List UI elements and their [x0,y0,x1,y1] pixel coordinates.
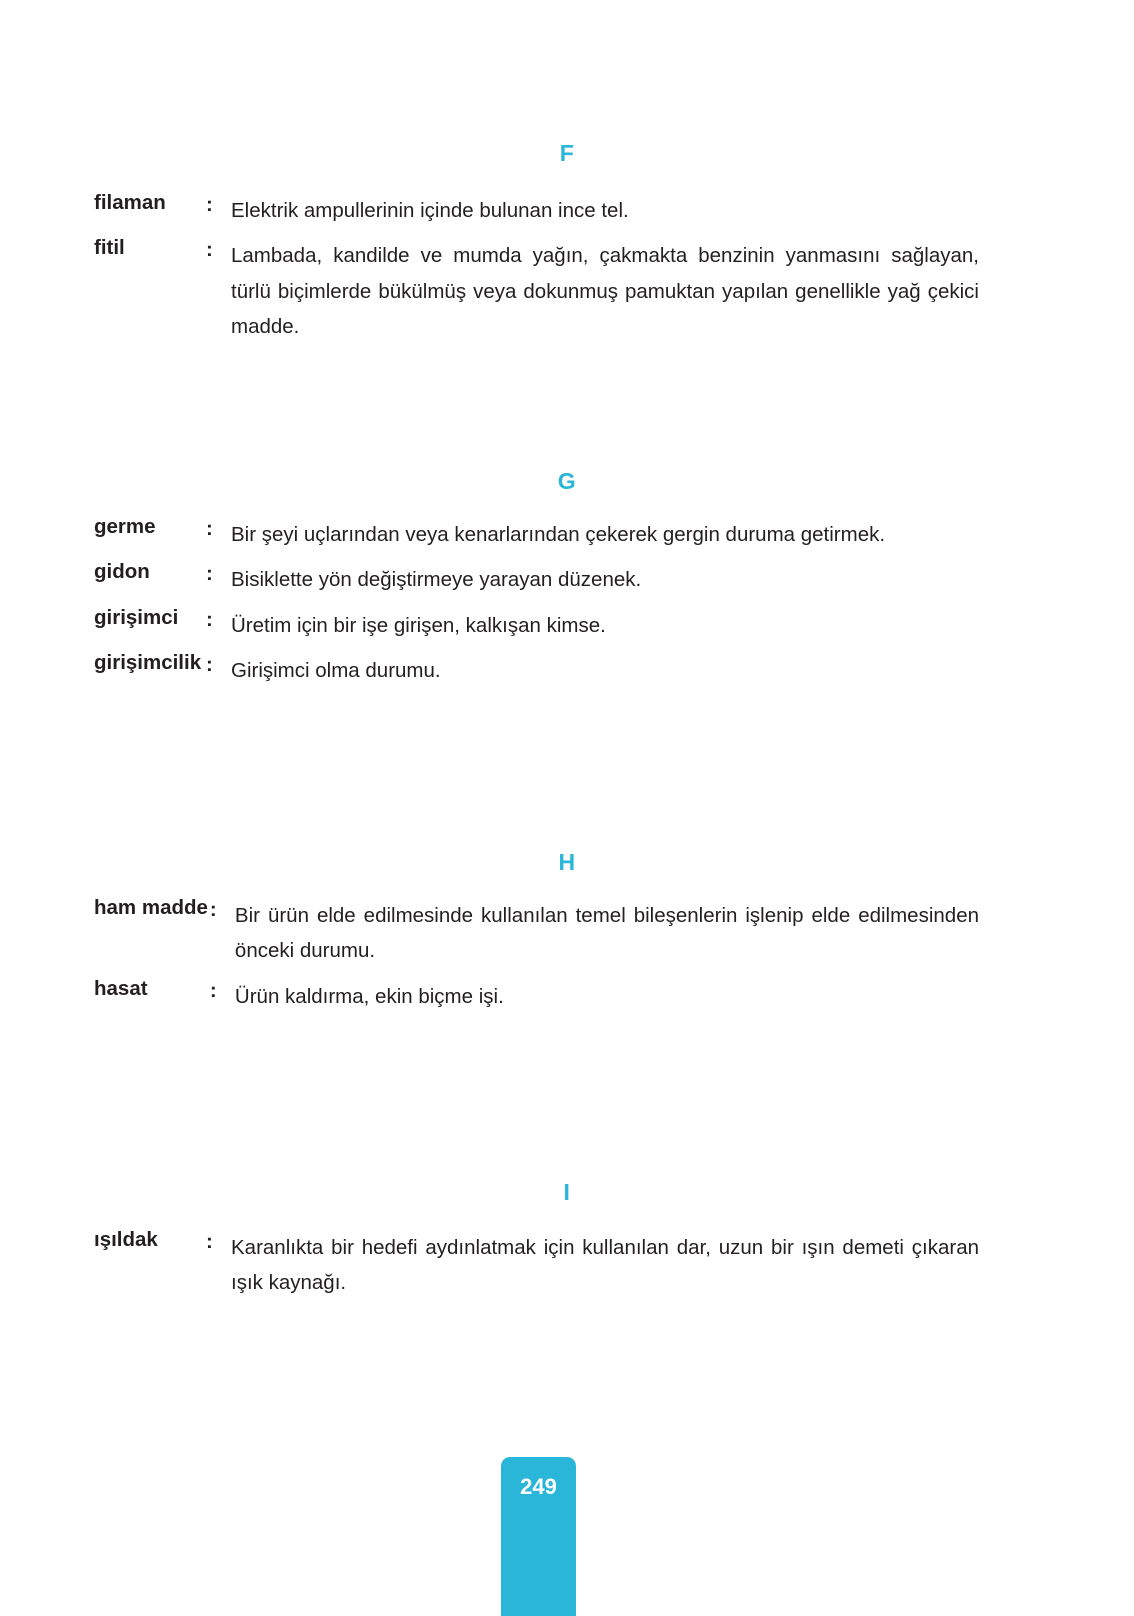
section-letter-f: F [559,140,575,166]
glossary-colon: : [206,1230,213,1253]
glossary-colon: : [209,898,217,921]
glossary-definition: Karanlıkta bir hedefi aydınlatmak için kullanılan dar, uzun bir ışın demeti çıkaran ışık kaynağı. [231,1236,979,1295]
glossary-entries-h [0,889,1134,1015]
glossary-entries-i [0,1221,1134,1302]
glossary-entry [0,553,1134,598]
glossary-entry [0,508,1134,553]
glossary-term: gidon [94,560,150,584]
glossary-colon: : [206,562,213,586]
section-letter-h: H [558,849,576,875]
glossary-colon: : [206,607,213,631]
glossary-entry [0,889,1134,970]
glossary-definition: Üretim için bir işe girişen, kalkışan kimse. [231,613,606,637]
glossary-term: girişimci [94,605,179,629]
glossary-term: ışıldak [94,1228,158,1251]
glossary-term: filaman [94,191,166,214]
glossary-entry [0,599,1134,644]
glossary-definition: Lambada, kandilde ve mumda yağın, çakmakta benzinin yanmasını sağlayan, türlü biçimlerde bükülmüş veya dokunmuş pamuktan yapılan genellikle yağ çekici madde. [231,244,979,338]
glossary-colon: : [206,517,213,540]
glossary-entries-g [0,508,1134,689]
glossary-definition: Girişimci olma durumu. [231,658,441,682]
glossary-entry [0,1221,1134,1302]
glossary-colon: : [206,193,213,216]
glossary-term: hasat [94,976,148,1000]
glossary-definition: Bisiklette yön değiştirmeye yarayan düzenek. [231,568,642,592]
glossary-definition: Bir şeyi uçlarından veya kenarlarından çekerek gergin duruma getirmek. [231,523,886,546]
glossary-definition: Bir ürün elde edilmesinde kullanılan temel bileşenlerin işlenip elde edilmesinden önceki durumu. [234,904,979,963]
page-number: 249 [501,1457,576,1616]
glossary-colon: : [209,978,217,1002]
glossary-term: girişimcilik [94,650,202,674]
glossary-colon: : [206,238,213,262]
section-letter-g: G [557,468,577,494]
glossary-entry [0,229,1134,345]
glossary-term: fitil [94,236,125,260]
section-letter-i: I [563,1179,571,1205]
glossary-definition: Ürün kaldırma, ekin biçme işi. [234,984,504,1008]
glossary-term: ham madde [94,896,208,919]
glossary-entry [0,184,1134,229]
glossary-term: germe [94,515,156,538]
glossary-colon: : [206,652,213,676]
glossary-definition: Elektrik ampullerinin içinde bulunan ince tel. [231,199,629,222]
glossary-entry [0,644,1134,689]
glossary-entry [0,970,1134,1015]
glossary-entries-f [0,184,1134,345]
